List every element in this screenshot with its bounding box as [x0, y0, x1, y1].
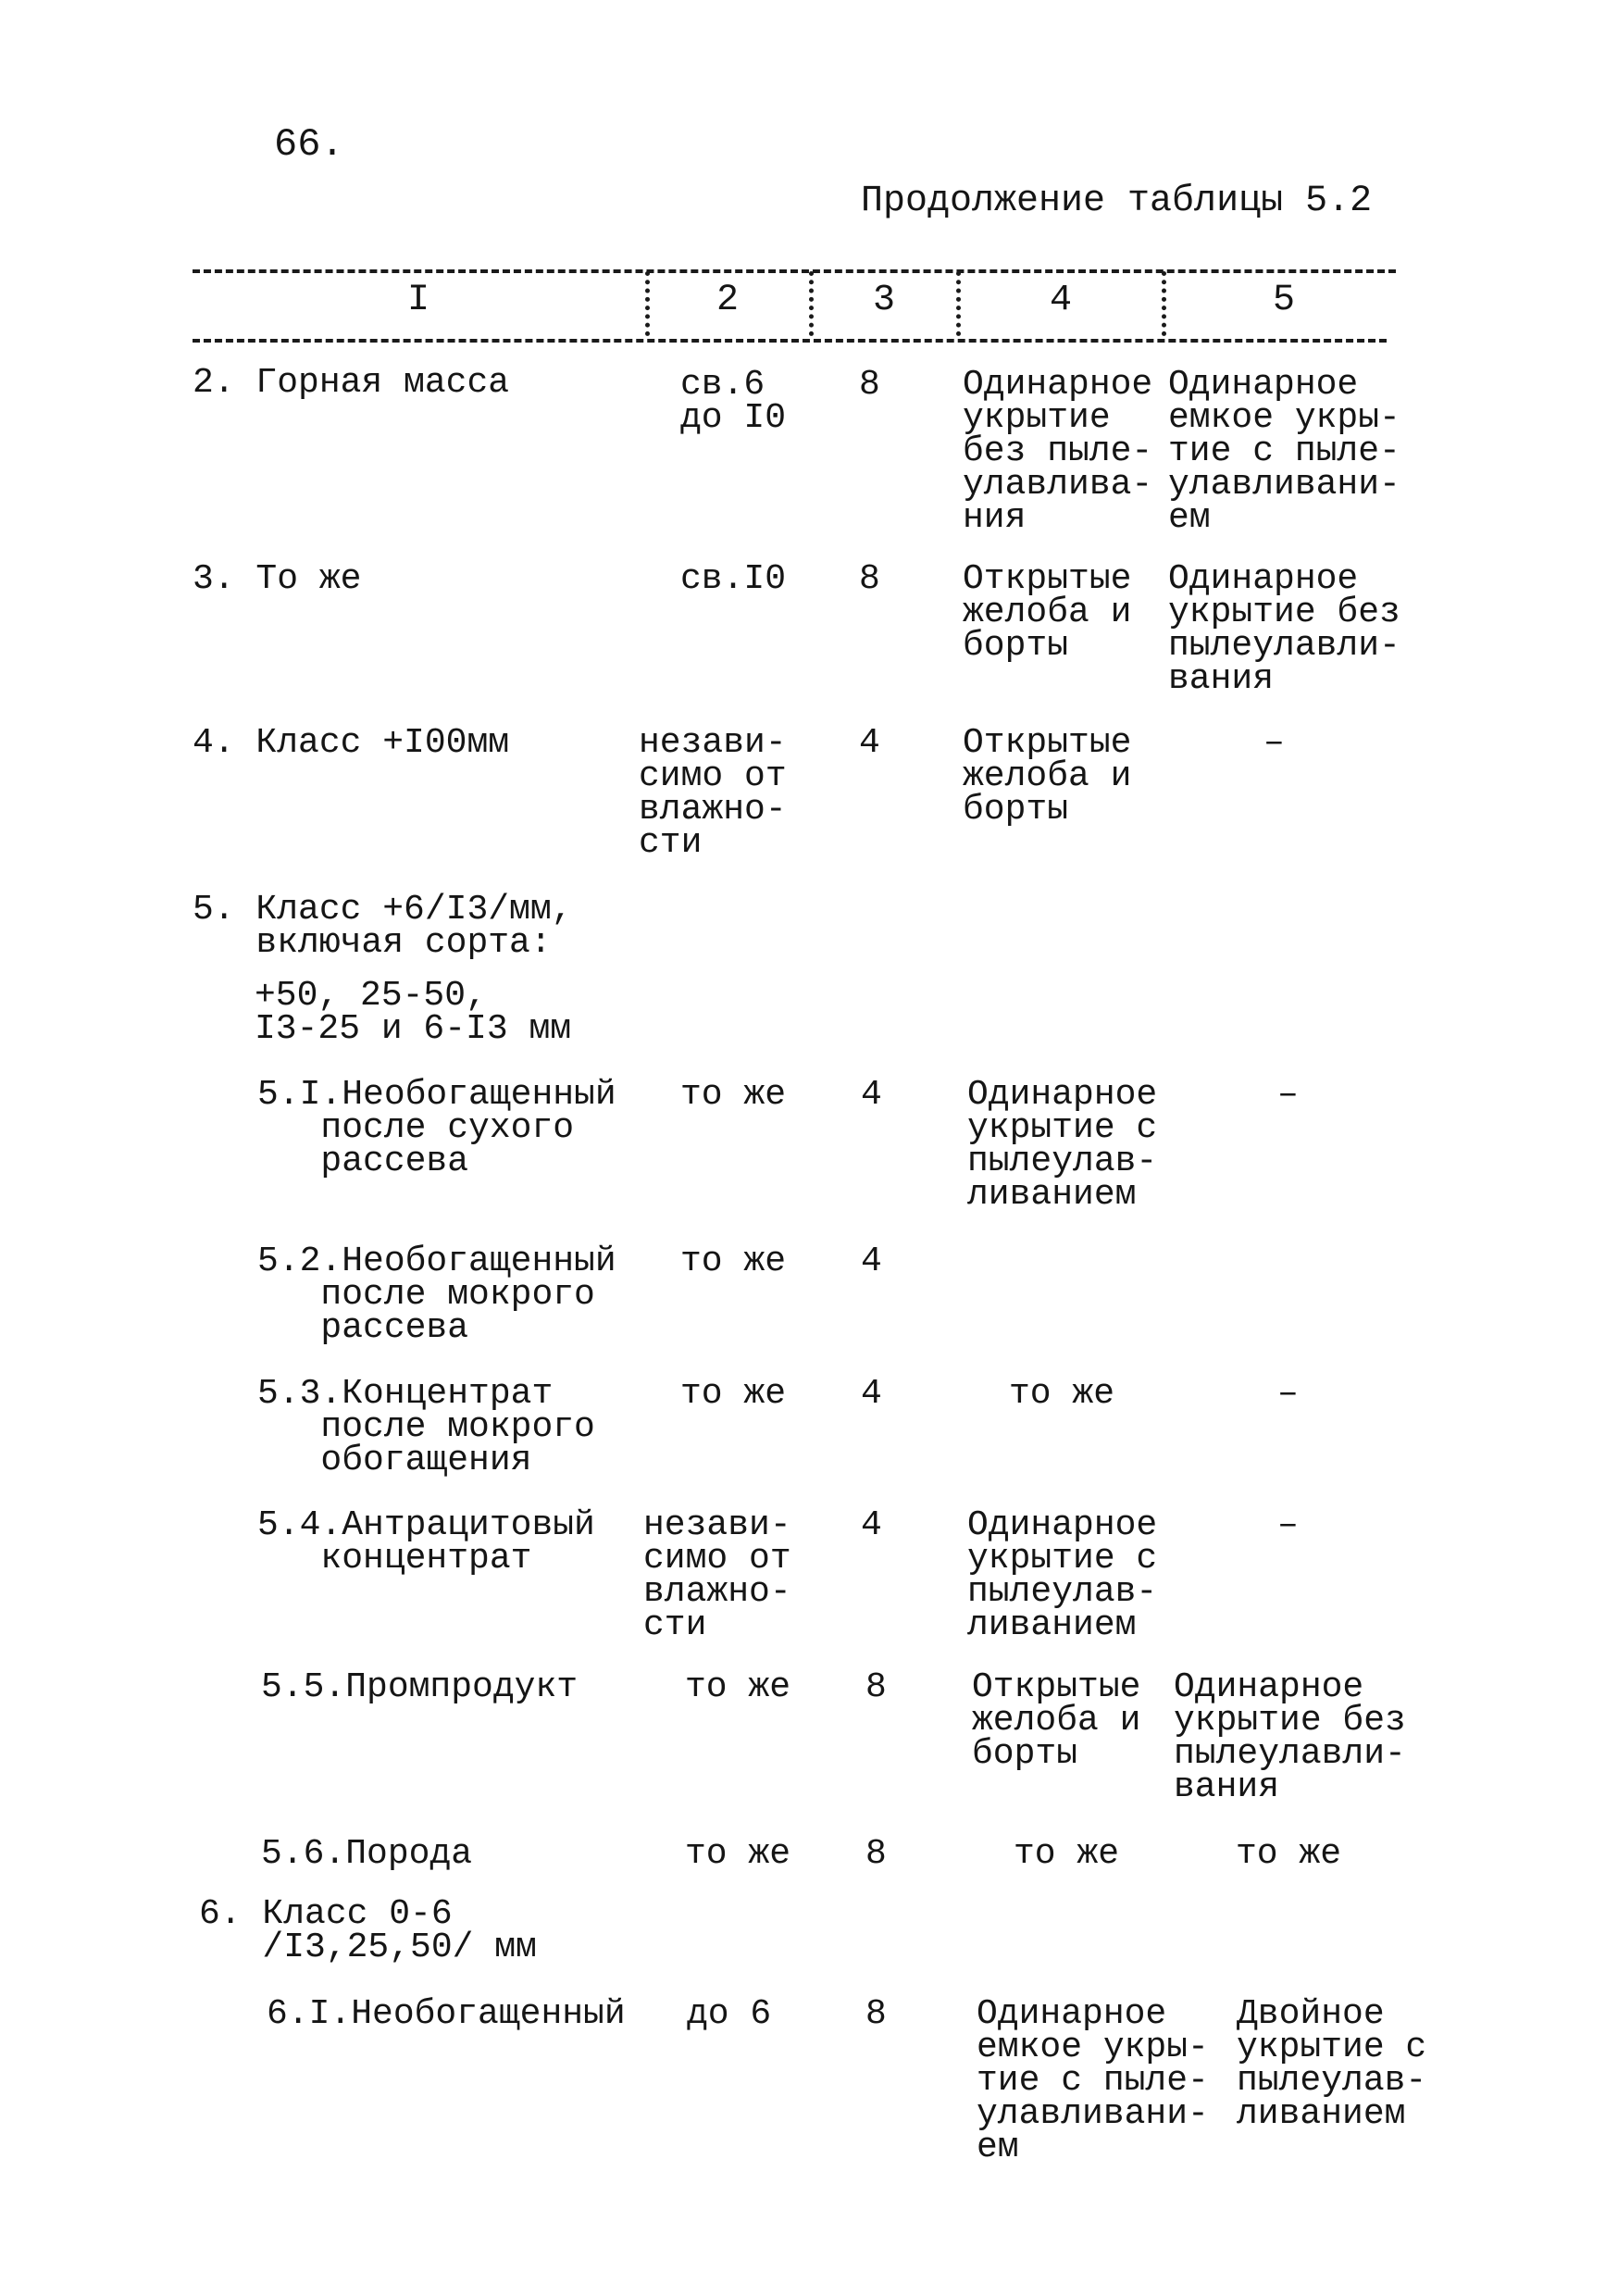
row-5-5-col5: Одинарное укрытие без пылеулавли- вания — [1174, 1667, 1406, 1807]
row-6-1-col4: Одинарное емкое укры- тие с пыле- улавливани- ем — [977, 1994, 1209, 2167]
row-5-5-col3: 8 — [865, 1667, 887, 1707]
row-5-6-name: 5.6.Порода — [261, 1834, 473, 1874]
row-5-4-col3: 4 — [861, 1505, 882, 1545]
row-5-1-col5: – — [1277, 1075, 1299, 1115]
header-col-5: 5 — [1272, 280, 1295, 321]
row-2-col3: 8 — [859, 365, 880, 405]
header-col-1: I — [406, 280, 429, 321]
row-5-2-name: 5.2.Необогащенный после мокрого рассева — [257, 1242, 616, 1348]
header-divider-4 — [1162, 271, 1166, 336]
row-6-1-col2: до 6 — [687, 1994, 772, 2034]
row-5-3-col5: – — [1277, 1374, 1299, 1414]
row-5-4-col2: незави- симо от влажно- сти — [643, 1505, 791, 1645]
row-2-col2: св.6 до I0 — [680, 365, 787, 438]
row-3-name: 3. То же — [193, 559, 362, 599]
header-col-3: 3 — [872, 280, 895, 321]
row-5-5-col4: Открытые желоба и борты — [972, 1667, 1141, 1774]
row-5-6-col4: то же — [1014, 1834, 1120, 1874]
row-3-col3: 8 — [859, 559, 880, 599]
row-5-4-col5: – — [1277, 1505, 1299, 1545]
row-5-3-col2: то же — [680, 1374, 787, 1414]
row-4-col4: Открытые желоба и борты — [963, 723, 1132, 830]
row-5-1-name: 5.I.Необогащенный после сухого рассева — [257, 1075, 616, 1181]
row-3-col2: св.I0 — [680, 559, 787, 599]
row-4-col2: незави- симо от влажно- сти — [639, 723, 787, 863]
row-5-6-col5: то же — [1236, 1834, 1342, 1874]
header-divider-3 — [956, 271, 961, 336]
row-3-col4: Открытые желоба и борты — [963, 559, 1132, 666]
row-5-4-col4: Одинарное укрытие с пылеулав- ливанием — [967, 1505, 1158, 1645]
row-5-3-name: 5.3.Концентрат после мокрого обогащения — [257, 1374, 595, 1480]
row-5-sorts: +50, 25-50, I3-25 и 6-I3 мм — [255, 976, 572, 1049]
row-6-1-name: 6.I.Необогащенный — [267, 1994, 626, 2034]
page-number: 66. — [274, 122, 344, 167]
row-3-col5: Одинарное укрытие без пылеулавли- вания — [1168, 559, 1400, 699]
row-5-3-col3: 4 — [861, 1374, 882, 1414]
row-5-1-col4: Одинарное укрытие с пылеулав- ливанием — [967, 1075, 1158, 1215]
row-4-col3: 4 — [859, 723, 880, 763]
row-6-1-col5: Двойное укрытие с пылеулав- ливанием — [1237, 1994, 1427, 2134]
header-divider-2 — [809, 271, 814, 336]
row-5-1-col2: то же — [680, 1075, 787, 1115]
row-6-1-col3: 8 — [865, 1994, 887, 2034]
row-2-name: 2. Горная масса — [193, 363, 510, 403]
header-col-2: 2 — [716, 280, 739, 321]
row-5-5-col2: то же — [685, 1667, 791, 1707]
row-5-4-name: 5.4.Антрацитовый концентрат — [257, 1505, 595, 1578]
row-5-6-col3: 8 — [865, 1834, 887, 1874]
row-2-col4: Одинарное укрытие без пыле- улавлива- ния — [963, 365, 1153, 538]
row-5-2-col3: 4 — [861, 1242, 882, 1281]
row-5-6-col2: то же — [685, 1834, 791, 1874]
row-4-name: 4. Класс +I00мм — [193, 723, 510, 763]
header-top-rule — [193, 269, 1396, 273]
header-bottom-rule — [193, 339, 1387, 343]
row-5-3-col4: то же — [1009, 1374, 1115, 1414]
row-2-col5: Одинарное емкое укры- тие с пыле- улавливани- ем — [1168, 365, 1400, 538]
row-5-name: 5. Класс +6/I3/мм, включая сорта: — [193, 890, 573, 963]
table-caption: Продолжение таблицы 5.2 — [861, 181, 1373, 222]
row-5-5-name: 5.5.Промпродукт — [261, 1667, 579, 1707]
row-6-name: 6. Класс 0-6 /I3,25,50/ мм — [199, 1894, 537, 1967]
row-4-col5: – — [1263, 723, 1285, 763]
header-col-4: 4 — [1049, 280, 1072, 321]
row-5-2-col2: то же — [680, 1242, 787, 1281]
row-5-1-col3: 4 — [861, 1075, 882, 1115]
